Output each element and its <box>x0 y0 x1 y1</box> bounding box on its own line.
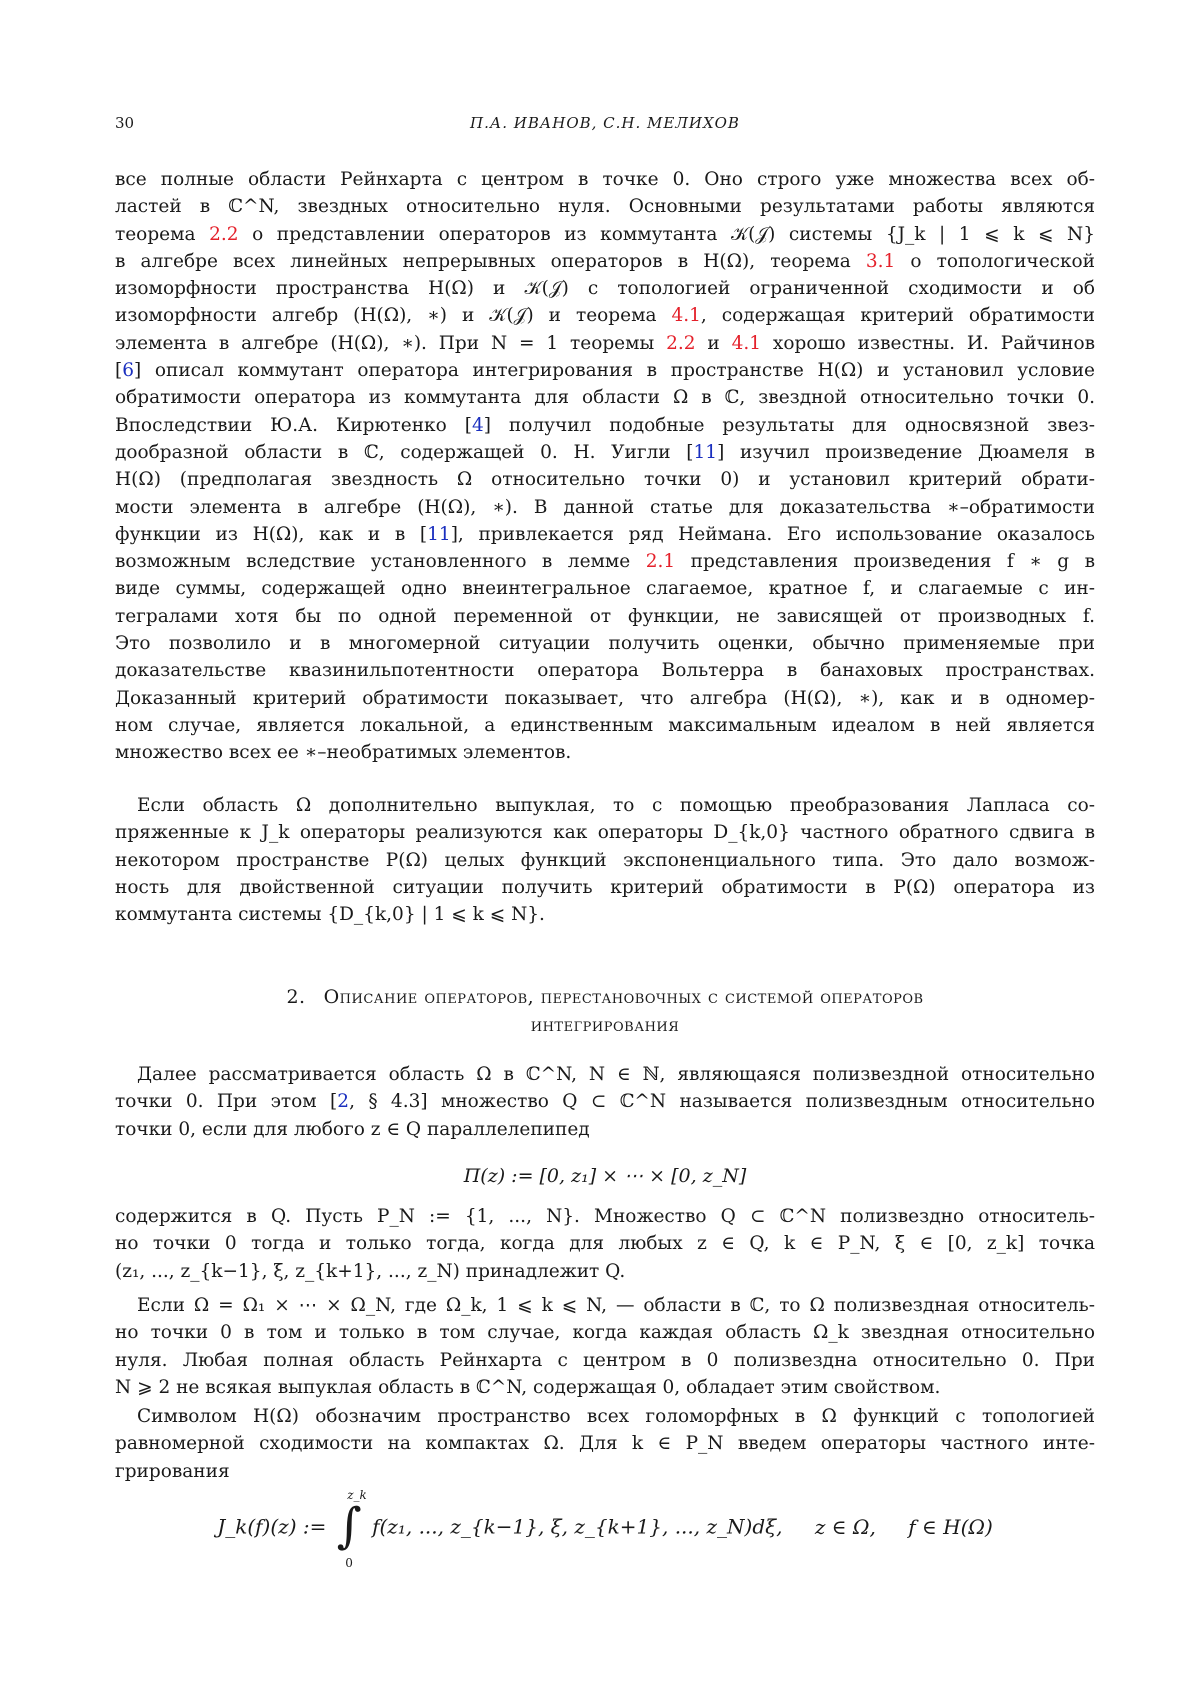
text-line: ластей в ℂ^N, звездных относительно нуля. Основными результатами работы являются <box>115 196 1095 218</box>
function-condition: f ∈ H(Ω) <box>908 1514 993 1539</box>
theorem-ref[interactable]: 2.2 <box>209 223 239 245</box>
text-line: мости элемента в алгебре (H(Ω), ∗). В данной статье для доказательства ∗–обратимости <box>115 496 1095 518</box>
text-line: Доказанный критерий обратимости показывает, что алгебра (H(Ω), ∗), как и в одномер- <box>115 687 1095 709</box>
text-line: Далее рассматривается область Ω в ℂ^N, N ∈ ℕ, являющаяся полизвездной относительно <box>137 1064 1095 1085</box>
integration-operator-formula <box>115 1488 1095 1590</box>
text-line: изоморфности пространства H(Ω) и 𝒦(𝒥) с топологией ограниченной сходимости и об <box>115 278 1095 300</box>
domain-condition: z ∈ Ω, <box>814 1514 876 1539</box>
text-line: пряженные к J_k операторы реализуются как операторы D_{k,0} частного обратного сдвига в <box>115 822 1095 844</box>
citation-ref[interactable]: 2 <box>337 1091 350 1113</box>
text-line: тегралами хотя бы по одной переменной от функции, не зависящей от производных f. <box>115 605 1095 627</box>
text-line: все полные области Рейнхарта с центром в точке 0. Оно строго уже множества всех об- <box>115 169 1095 190</box>
text-line: Это позволило и в многомерной ситуации получить оценки, обычно применяемые при <box>115 633 1095 655</box>
text-line: функции из H(Ω), как и в [11], привлекается ряд Неймана. Его использование оказалось <box>115 523 1095 545</box>
text-line: (z₁, ..., z_{k−1}, ξ, z_{k+1}, ..., z_N) принадлежит Q. <box>115 1260 626 1282</box>
citation-ref[interactable]: 11 <box>427 523 451 545</box>
text-line: возможным вследствие установленного в лемме 2.1 представления произведения f ∗ g в <box>115 551 1095 573</box>
text-line: ном случае, является локальной, а единственным максимальным идеалом в ней является <box>115 714 1095 736</box>
text-line: множество всех ее ∗–необратимых элементов. <box>115 742 572 764</box>
theorem-ref[interactable]: 4.1 <box>671 305 701 327</box>
product-domain-paragraph <box>115 1292 1095 1401</box>
integrand: f(z₁, ..., z_{k−1}, ξ, z_{k+1}, ..., z_N)dξ, <box>372 1514 783 1539</box>
text-line: некотором пространстве P(Ω) целых функций экспоненциального типа. Это дало возмож- <box>115 849 1095 871</box>
text-line: Символом H(Ω) обозначим пространство всех голоморфных в Ω функций с топологией <box>137 1406 1095 1427</box>
running-title: П.А. ИВАНОВ, С.Н. МЕЛИХОВ <box>470 114 740 132</box>
text-line: Если Ω = Ω₁ × ⋯ × Ω_N, где Ω_k, 1 ⩽ k ⩽ N, — области в ℂ, то Ω полизвездная относитель- <box>137 1295 1095 1316</box>
text-line: точки 0, если для любого z ∈ Q параллелепипед <box>115 1118 590 1140</box>
holomorphic-space-paragraph <box>115 1403 1095 1485</box>
polystar-criterion-paragraph <box>115 1203 1095 1285</box>
integral-upper-limit: z_k <box>347 1488 367 1502</box>
text-line: доказательстве квазинильпотентности оператора Вольтерра в банаховых пространствах. <box>115 660 1095 682</box>
text-line: дообразной области в ℂ, содержащей 0. Н. Уигли [11] изучил произведение Дюамеля в <box>115 441 1095 463</box>
text-line: нуля. Любая полная область Рейнхарта с центром в 0 полизвездна относительно 0. При <box>115 1349 1095 1371</box>
text-line: в алгебре всех линейных непрерывных операторов в H(Ω), теорема 3.1 о топологической <box>115 250 1095 272</box>
theorem-ref[interactable]: 2.2 <box>666 332 696 354</box>
parallelepiped-formula: Π(z) := [0, z₁] × ⋯ × [0, z_N] <box>463 1165 747 1187</box>
text-line: виде суммы, содержащей одно внеинтегральное слагаемое, кратное f, и слагаемые с ин- <box>115 578 1095 600</box>
laplace-paragraph <box>115 792 1095 928</box>
text-line: изоморфности алгебр (H(Ω), ∗) и 𝒦(𝒥) и теорема 4.1, содержащая критерий обратимости <box>115 305 1095 327</box>
intro-paragraph <box>115 166 1095 767</box>
text-line: теорема 2.2 о представлении операторов из коммутанта 𝒦(𝒥) системы {J_k | 1 ⩽ k ⩽ N} <box>115 223 1095 245</box>
text-line: элемента в алгебре (H(Ω), ∗). При N = 1 теоремы 2.2 и 4.1 хорошо известны. И. Райчинов <box>115 332 1095 354</box>
text-line: точки 0. При этом [2, § 4.3] множество Q ⊂ ℂ^N называется полизвездным относительно <box>115 1091 1095 1113</box>
integral-expression <box>217 1488 993 1570</box>
text-line: Впоследствии Ю.А. Кирютенко [4] получил подобные результаты для односвязной звез- <box>115 414 1095 436</box>
formula-lhs: J_k(f)(z) := <box>217 1514 327 1539</box>
citation-ref[interactable]: 11 <box>693 441 718 463</box>
text-line: N ⩾ 2 не всякая выпуклая область в ℂ^N, содержащая 0, обладает этим свойством. <box>115 1376 941 1398</box>
section-number: 2. <box>286 986 306 1008</box>
text-line: H(Ω) (предполагая звездность Ω относительно точки 0) и установил критерий обрати- <box>115 469 1095 491</box>
text-line: но точки 0 тогда и только тогда, когда для любых z ∈ Q, k ∈ P_N, ξ ∈ [0, z_k] точка <box>115 1233 1095 1255</box>
section-heading <box>115 983 1095 1039</box>
page-number: 30 <box>115 114 135 132</box>
text-line: ность для двойственной ситуации получить критерий обратимости в P(Ω) оператора из <box>115 876 1095 898</box>
text-line: содержится в Q. Пусть P_N := {1, ..., N}. Множество Q ⊂ ℂ^N полизвездно относитель- <box>115 1206 1095 1227</box>
section-title-line1: Описание операторов, перестановочных с системой операторов <box>323 986 924 1008</box>
text-line: [6] описал коммутант оператора интегрирования в пространстве H(Ω) и установил условие <box>115 360 1095 382</box>
text-line: равномерной сходимости на компактах Ω. Для k ∈ P_N введем операторы частного инте- <box>115 1433 1095 1455</box>
text-line: грирования <box>115 1460 230 1482</box>
theorem-ref[interactable]: 4.1 <box>731 332 762 354</box>
citation-ref[interactable]: 4 <box>471 414 484 436</box>
theorem-ref[interactable]: 3.1 <box>865 250 896 272</box>
theorem-ref[interactable]: 2.1 <box>645 551 676 573</box>
running-header <box>115 110 1095 140</box>
text-line: но точки 0 в том и только в том случае, когда каждая область Ω_k звездная относительно <box>115 1322 1095 1344</box>
citation-ref[interactable]: 6 <box>122 360 134 382</box>
text-line: Если область Ω дополнительно выпуклая, то с помощью преобразования Лапласа со- <box>137 795 1095 816</box>
integral-sign: ∫ <box>336 1498 362 1554</box>
text-line: коммутанта системы {D_{k,0} | 1 ⩽ k ⩽ N}. <box>115 904 545 926</box>
polystar-definition-paragraph <box>115 1061 1095 1143</box>
section-title-line2: интегрирования <box>530 1014 680 1036</box>
text-line: обратимости оператора из коммутанта для области Ω в ℂ, звездной относительно точки 0. <box>115 387 1095 409</box>
integral-lower-limit: 0 <box>345 1556 353 1570</box>
